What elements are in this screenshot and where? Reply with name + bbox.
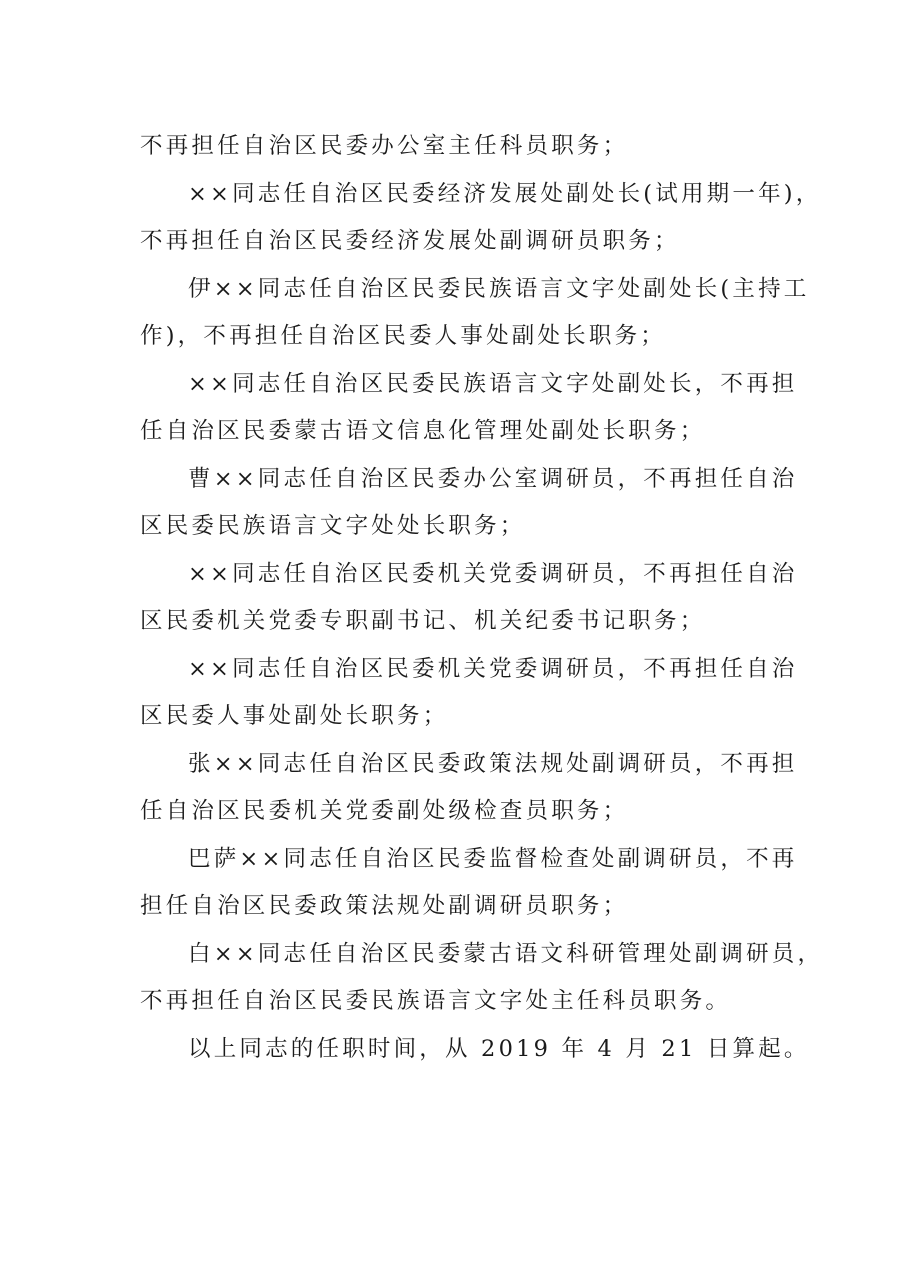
document-line: 曹××同志任自治区民委办公室调研员，不再担任自治 bbox=[188, 465, 798, 492]
document-line: ××同志任自治区民委民族语言文字处副处长，不再担 bbox=[188, 370, 798, 397]
document-line: 巴萨××同志任自治区民委监督检查处副调研员，不再 bbox=[188, 845, 798, 872]
document-line: 不再担任自治区民委办公室主任科员职务； bbox=[140, 133, 629, 159]
document-line: ××同志任自治区民委机关党委调研员，不再担任自治 bbox=[188, 560, 798, 587]
document-line: 不再担任自治区民委经济发展处副调研员职务； bbox=[140, 228, 680, 254]
document-line: 作)，不再担任自治区民委人事处副处长职务； bbox=[140, 323, 666, 349]
document-line: ××同志任自治区民委机关党委调研员，不再担任自治 bbox=[188, 655, 798, 682]
document-line: 张××同志任自治区民委政策法规处副调研员，不再担 bbox=[188, 750, 798, 777]
document-line: 区民委民族语言文字处处长职务； bbox=[140, 513, 526, 539]
document-line: 白××同志任自治区民委蒙古语文科研管理处副调研员， bbox=[188, 940, 824, 967]
document-line: 以上同志的任职时间，从 2019 年 4 月 21 日算起。 bbox=[188, 1035, 810, 1062]
document-line: 不再担任自治区民委民族语言文字处主任科员职务。 bbox=[140, 988, 732, 1014]
document-line: 担任自治区民委政策法规处副调研员职务； bbox=[140, 893, 629, 919]
document-line: 任自治区民委蒙古语文信息化管理处副处长职务； bbox=[140, 418, 706, 444]
document-line: ××同志任自治区民委经济发展处副处长(试用期一年)， bbox=[188, 180, 822, 207]
document-line: 任自治区民委机关党委副处级检查员职务； bbox=[140, 798, 629, 824]
document-line: 区民委机关党委专职副书记、机关纪委书记职务； bbox=[140, 608, 706, 634]
document-line: 区民委人事处副处长职务； bbox=[140, 703, 449, 729]
document-line: 伊××同志任自治区民委民族语言文字处副处长(主持工 bbox=[188, 275, 810, 302]
document-body bbox=[140, 123, 824, 1073]
